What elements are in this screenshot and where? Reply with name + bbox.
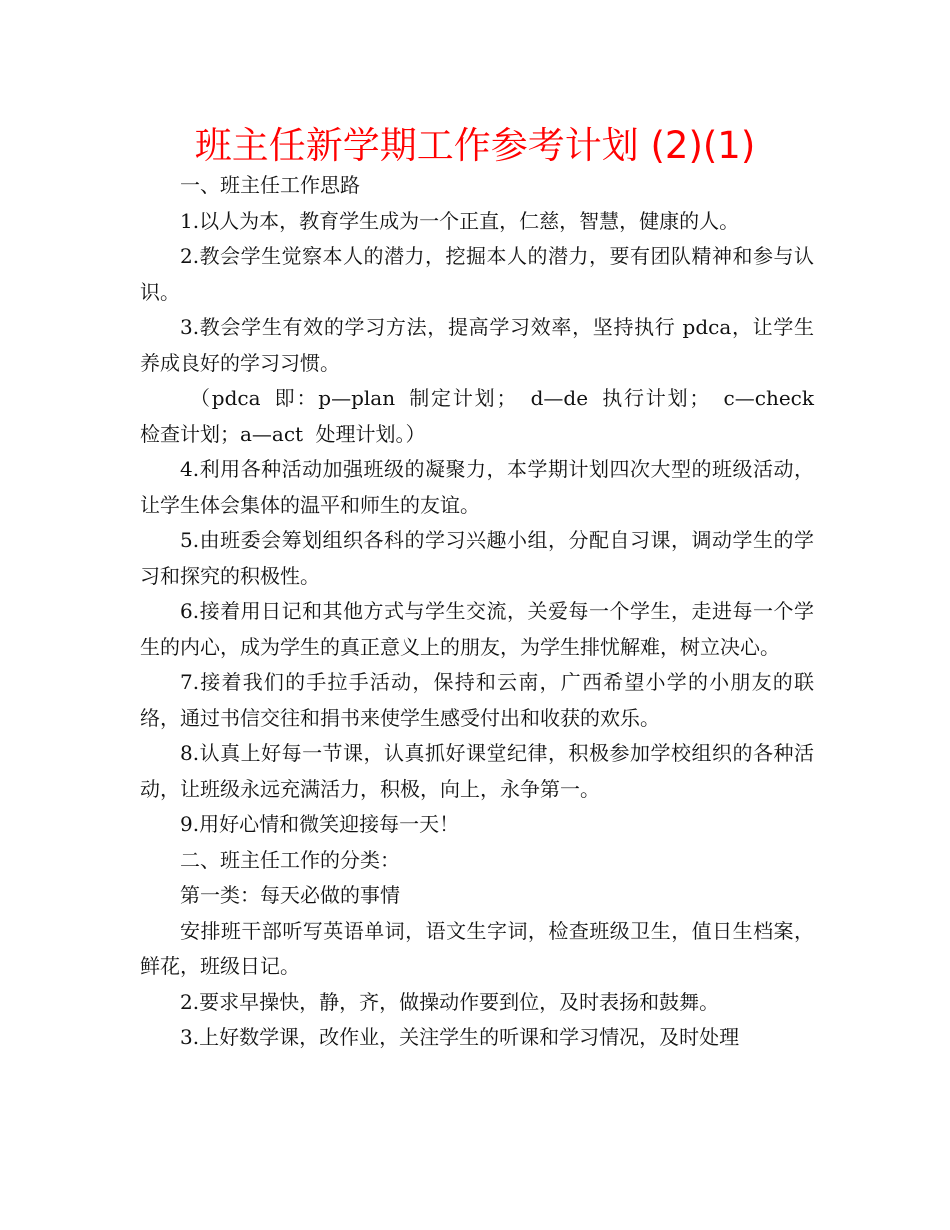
paragraph-item-2: 2.教会学生觉察本人的潜力，挖掘本人的潜力，要有团队精神和参与认识。 <box>140 244 814 304</box>
pdca-note: （pdca 即：p—plan 制定计划； d—de 执行计划； c—check 检查计划；a—act 处理计划。） <box>140 386 814 446</box>
document-title: 班主任新学期工作参考计划 (2)(1) <box>194 124 756 167</box>
subsection-heading: 第一类：每天必做的事情 <box>180 883 400 907</box>
daily-task-paragraph: 安排班干部听写英语单词，语文生字词，检查班级卫生，值日生档案，鲜花，班级日记。 <box>140 918 814 978</box>
daily-task-item-3: 3.上好数学课，改作业，关注学生的听课和学习情况，及时处理 <box>180 1025 740 1049</box>
section-heading-2: 二、班主任工作的分类： <box>180 847 400 872</box>
daily-task-item-2: 2.要求早操快，静，齐，做操动作要到位，及时表扬和鼓舞。 <box>180 989 720 1014</box>
document-body <box>140 168 814 1056</box>
paragraph-item-6: 6.接着用日记和其他方式与学生交流，关爱每一个学生，走进每一个学生的内心，成为学生的真正意义上的朋友，为学生排忧解难，树立决心。 <box>140 599 814 659</box>
paragraph-item-7: 7.接着我们的手拉手活动，保持和云南，广西希望小学的小朋友的联络，通过书信交往和捐书来使学生感受付出和收获的欢乐。 <box>140 670 814 730</box>
paragraph-item-4: 4.利用各种活动加强班级的凝聚力，本学期计划四次大型的班级活动，让学生体会集体的温平和师生的友谊。 <box>140 457 814 517</box>
paragraph-item-5: 5.由班委会筹划组织各科的学习兴趣小组，分配自习课，调动学生的学习和探究的积极性。 <box>140 528 814 588</box>
paragraph-item-9: 9.用好心情和微笑迎接每一天！ <box>180 812 460 836</box>
paragraph-item-1: 1.以人为本，教育学生成为一个正直，仁慈，智慧，健康的人。 <box>180 208 740 233</box>
section-heading-1: 一、班主任工作思路 <box>180 173 360 197</box>
paragraph-item-3: 3.教会学生有效的学习方法，提高学习效率，坚持执行 pdca，让学生养成良好的学习习惯。 <box>140 315 814 375</box>
paragraph-item-8: 8.认真上好每一节课，认真抓好课堂纪律，积极参加学校组织的各种活动，让班级永远充满活力，积极，向上，永争第一。 <box>140 741 814 801</box>
